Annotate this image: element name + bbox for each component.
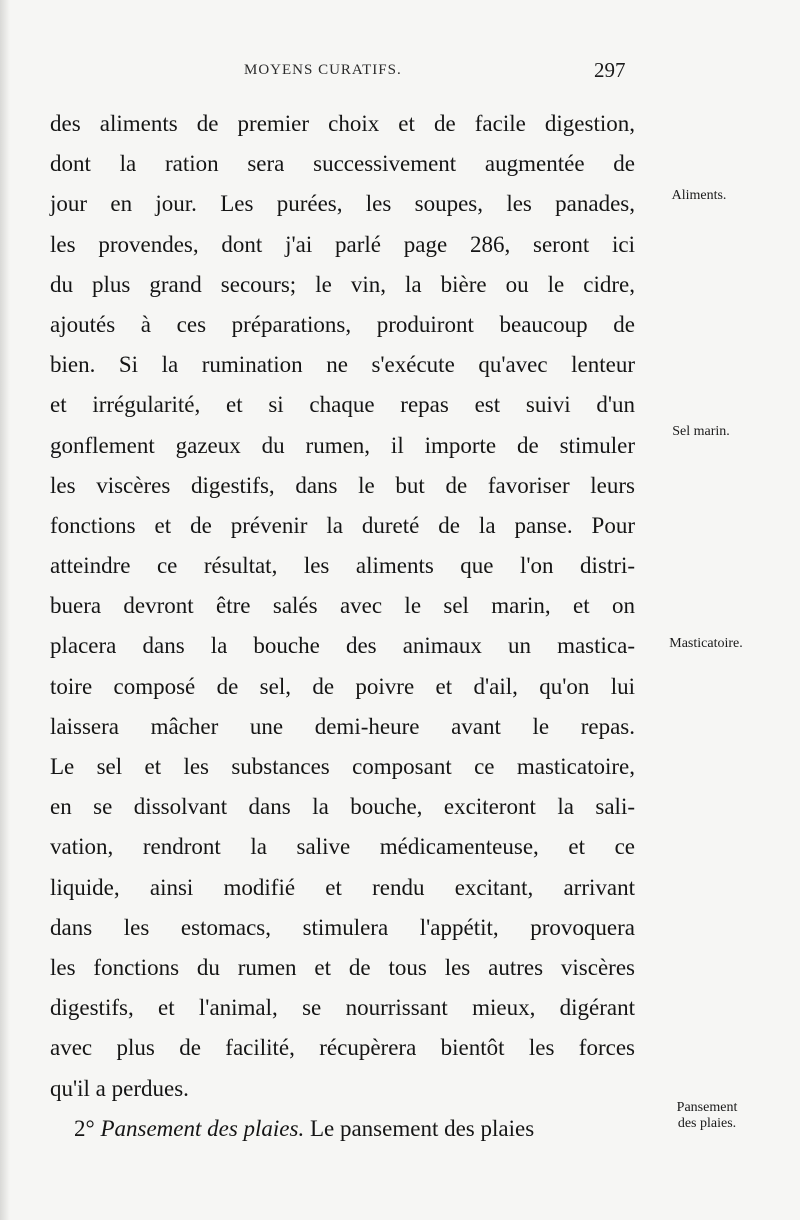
- text-line: bien. Si la rumination ne s'exécute qu'avec lenteur: [50, 352, 635, 378]
- text-line: et irrégularité, et si chaque repas est suivi d'un: [50, 392, 635, 418]
- body-text: [50, 104, 635, 1149]
- text-line: ajoutés à ces préparations, produiront beaucoup de: [50, 311, 635, 337]
- margin-note-pansement-line2: des plaies.: [677, 1116, 737, 1131]
- text-line: du plus grand secours; le vin, la bière ou le cidre,: [50, 271, 635, 297]
- text-line: fonctions et de prévenir la dureté de la panse. Pour: [50, 512, 635, 538]
- page-number: 297: [594, 58, 626, 82]
- running-head: MOYENS CURATIFS.: [244, 62, 402, 78]
- section-heading-line: [50, 1109, 635, 1149]
- section-title: Pansement des plaies.: [100, 1115, 305, 1141]
- margin-note-aliments: Aliments.: [671, 188, 727, 203]
- text-line: jour en jour. Les purées, les soupes, les panades,: [50, 191, 635, 217]
- text-line: les provendes, dont j'ai parlé page 286, seront ici: [50, 231, 635, 257]
- text-line: dans les estomacs, stimulera l'appétit, provoquera: [50, 914, 635, 940]
- section-number: 2°: [74, 1115, 95, 1141]
- section-text: Le pansement des plaies: [309, 1115, 535, 1141]
- text-line: gonflement gazeux du rumen, il importe de stimuler: [50, 432, 635, 458]
- text-line: qu'il a perdues.: [50, 1075, 189, 1101]
- text-line: laissera mâcher une demi-heure avant le repas.: [50, 713, 635, 739]
- margin-note-masticatoire: Masticatoire.: [669, 636, 743, 651]
- text-line: digestifs, et l'animal, se nourrissant mieux, digérant: [50, 995, 635, 1021]
- text-line: buera devront être salés avec le sel marin, et on: [50, 593, 635, 619]
- text-line: les fonctions du rumen et de tous les autres viscères: [50, 954, 635, 980]
- margin-note-pansement-line1: Pansement: [676, 1100, 738, 1115]
- text-line: dont la ration sera successivement augmentée de: [50, 151, 635, 177]
- text-line: avec plus de facilité, récupèrera bientôt les forces: [50, 1035, 635, 1061]
- text-line: vation, rendront la salive médicamenteuse, et ce: [50, 834, 635, 860]
- text-line: toire composé de sel, de poivre et d'ail, qu'on lui: [50, 673, 635, 699]
- text-line: des aliments de premier choix et de facile digestion,: [50, 111, 635, 136]
- text-line: les viscères digestifs, dans le but de favoriser leurs: [50, 472, 635, 498]
- page-gutter-shadow: [0, 0, 10, 1220]
- margin-note-sel-marin: Sel marin.: [672, 424, 730, 439]
- text-line: Le sel et les substances composant ce masticatoire,: [50, 754, 635, 779]
- text-line: liquide, ainsi modifié et rendu excitant, arrivant: [50, 874, 635, 900]
- text-line: placera dans la bouche des animaux un mastica-: [50, 633, 635, 659]
- margin-note-pansement: [660, 1100, 754, 1132]
- text-line: en se dissolvant dans la bouche, exciteront la sali-: [50, 794, 635, 820]
- text-line: atteindre ce résultat, les aliments que l'on distri-: [50, 553, 635, 579]
